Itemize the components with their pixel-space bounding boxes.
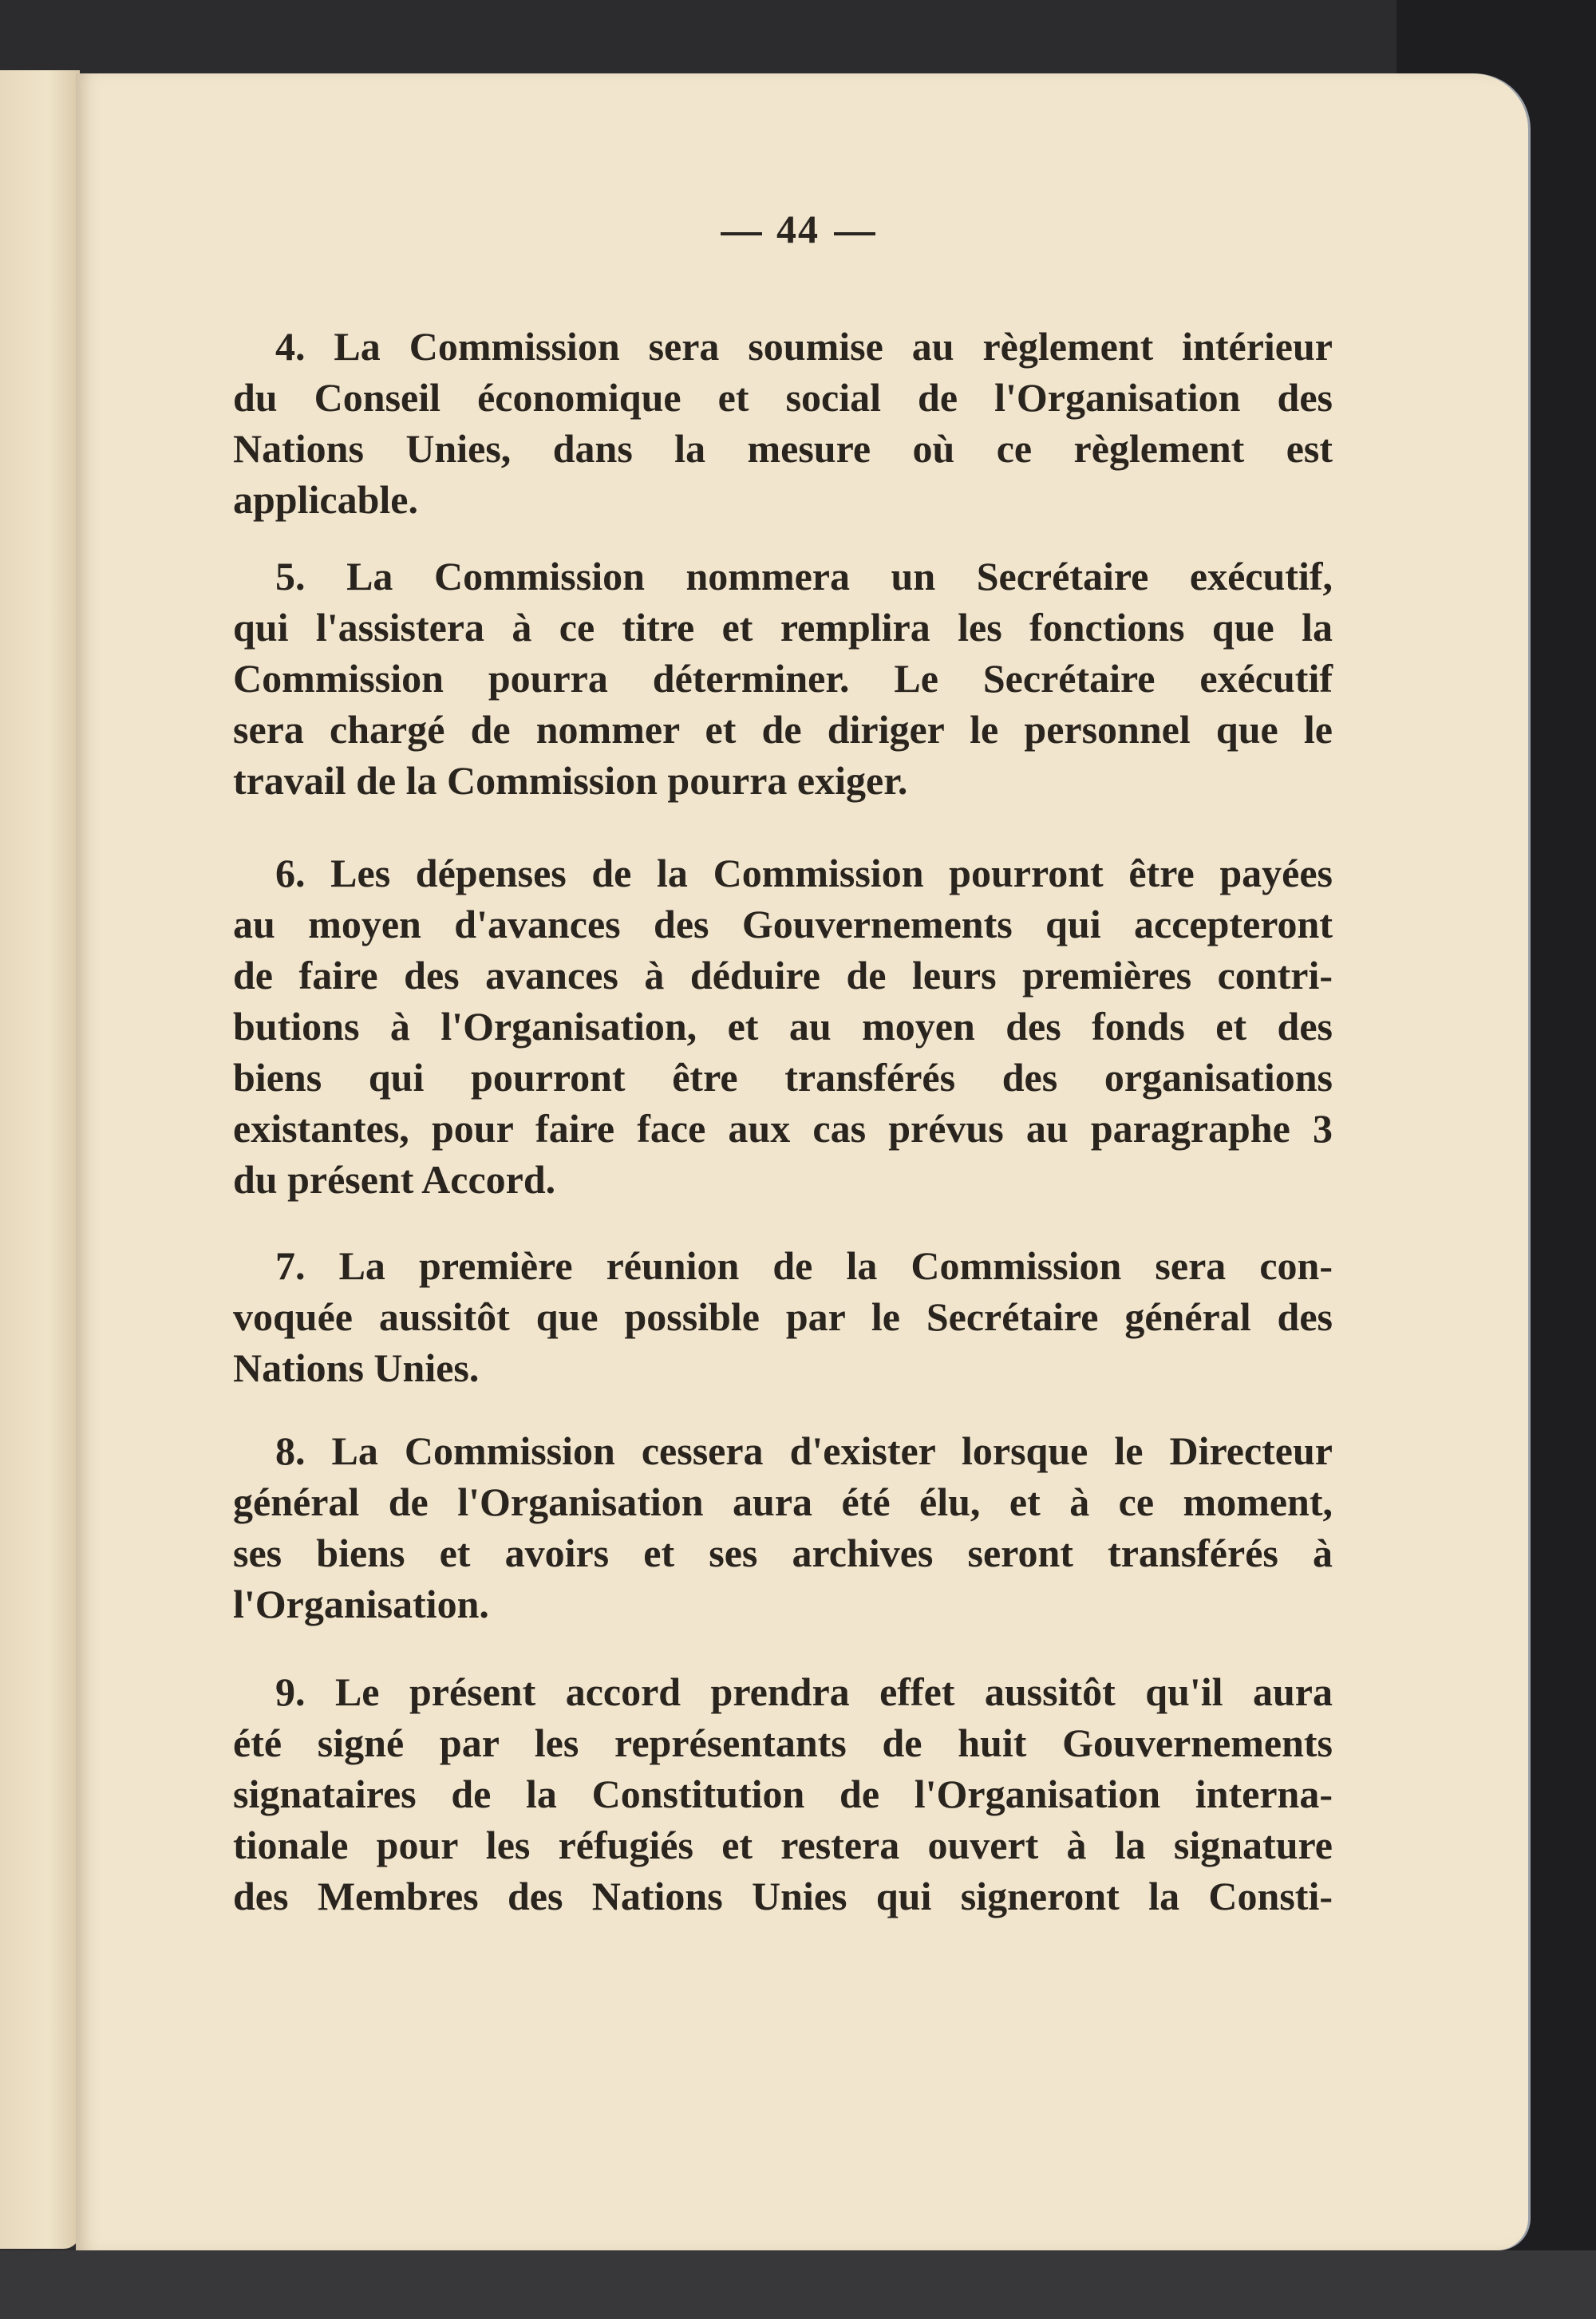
dash-right	[834, 232, 875, 235]
text-line: 8. La Commission cessera d'exister lorsque le Directeur	[275, 1428, 1333, 1473]
text-line: Nations Unies, dans la mesure où ce règlement est	[233, 426, 1333, 471]
text-line: sera chargé de nommer et de diriger le personnel que le	[233, 707, 1333, 752]
text-line: 4. La Commission sera soumise au règlement intérieur	[275, 324, 1333, 369]
text-line: qui l'assistera à ce titre et remplira les fonctions que la	[233, 605, 1333, 650]
text-line: signataires de la Constitution de l'Organisation interna-	[233, 1772, 1333, 1816]
text-line: 5. La Commission nommera un Secrétaire exécutif,	[275, 554, 1333, 599]
dash-left	[721, 232, 762, 235]
background-bottom	[0, 2250, 1596, 2319]
text-line: au moyen d'avances des Gouvernements qui accepteront	[233, 902, 1333, 946]
text-line: applicable.	[233, 477, 418, 522]
adjacent-page-edge	[0, 70, 80, 2249]
page-number	[0, 206, 1596, 252]
text-line: ses biens et avoirs et ses archives seront transférés à	[233, 1531, 1333, 1575]
text-line: du présent Accord.	[233, 1157, 556, 1202]
text-line: existantes, pour faire face aux cas prévus au paragraphe 3	[233, 1106, 1333, 1151]
text-line: été signé par les représentants de huit Gouvernements	[233, 1720, 1333, 1765]
text-line: travail de la Commission pourra exiger.	[233, 758, 908, 803]
text-line: Nations Unies.	[233, 1345, 480, 1390]
text-line: de faire des avances à déduire de leurs premières contri-	[233, 953, 1333, 998]
text-line: des Membres des Nations Unies qui signeront la Consti-	[233, 1874, 1333, 1918]
text-line: 6. Les dépenses de la Commission pourront être payées	[275, 851, 1333, 895]
text-line: 9. Le présent accord prendra effet aussitôt qu'il aura	[275, 1669, 1333, 1714]
text-line: Commission pourra déterminer. Le Secrétaire exécutif	[233, 656, 1333, 701]
text-line: tionale pour les réfugiés et restera ouvert à la signature	[233, 1823, 1333, 1867]
text-line: biens qui pourront être transférés des organisations	[233, 1055, 1333, 1100]
text-line: général de l'Organisation aura été élu, et à ce moment,	[233, 1479, 1333, 1524]
page-number-text: 44	[776, 207, 820, 251]
text-line: du Conseil économique et social de l'Organisation des	[233, 375, 1333, 420]
text-line: 7. La première réunion de la Commission sera con-	[275, 1243, 1333, 1288]
text-line: l'Organisation.	[233, 1582, 489, 1626]
text-line: butions à l'Organisation, et au moyen des fonds et des	[233, 1004, 1333, 1049]
text-line: voquée aussitôt que possible par le Secrétaire général des	[233, 1294, 1333, 1339]
